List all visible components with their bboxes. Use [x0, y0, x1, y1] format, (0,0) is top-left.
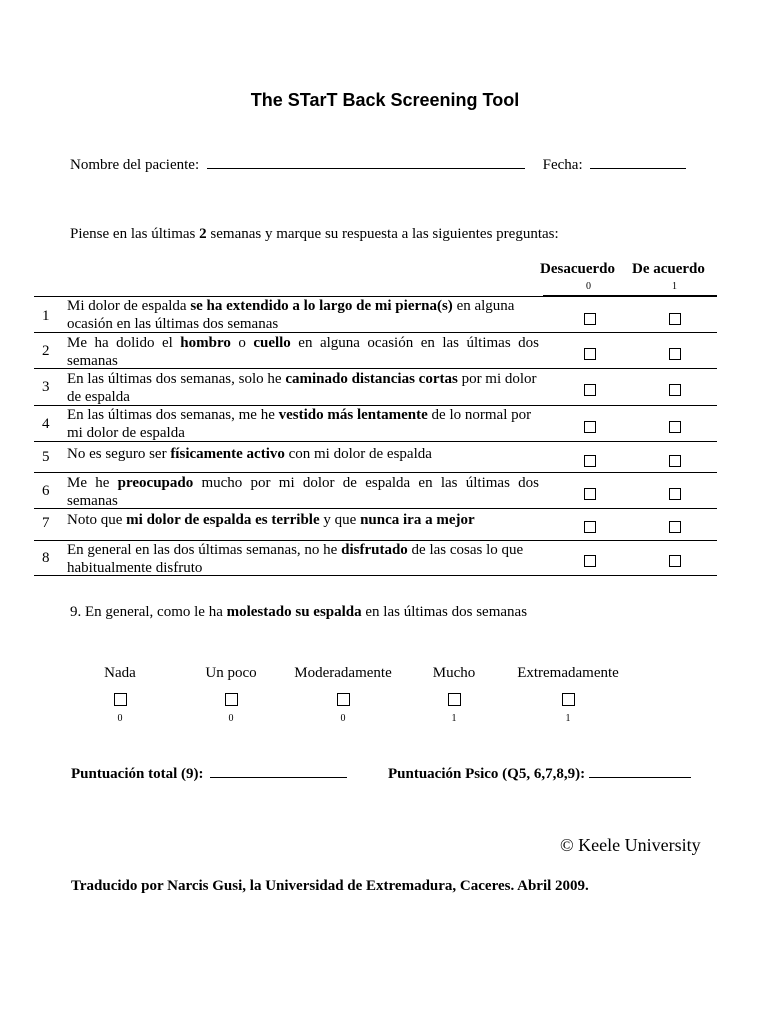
psych-score-field[interactable]: [589, 763, 691, 778]
disagree-checkbox[interactable]: [584, 421, 596, 433]
date-field[interactable]: [590, 154, 686, 169]
question-text: En las últimas dos semanas, solo he caminado distancias cortas por mi dolor de espalda: [67, 371, 537, 405]
disagree-header: Desacuerdo: [540, 261, 615, 277]
instructions: Piense en las últimas 2 semanas y marque su respuesta a las siguientes preguntas:: [70, 226, 559, 242]
psych-score-label: Puntuación Psico (Q5, 6,7,8,9):: [388, 766, 586, 782]
q9-option-score: 1: [451, 713, 457, 724]
disagree-checkbox[interactable]: [584, 488, 596, 500]
q9-option-score: 0: [117, 713, 123, 724]
q9-option-label: Extremadamente: [517, 665, 619, 681]
agree-checkbox[interactable]: [669, 555, 681, 567]
question-text: Noto que mi dolor de espalda es terrible y que nunca ira a mejor: [67, 512, 475, 528]
q9-option-label: Moderadamente: [294, 665, 392, 681]
q9-option-score: 1: [565, 713, 571, 724]
q9-option-checkbox[interactable]: [225, 693, 238, 706]
psych-score-row: [388, 763, 691, 783]
question-number: 5: [42, 449, 50, 465]
disagree-score: 0: [586, 281, 591, 292]
question-number: 6: [42, 483, 50, 499]
question-number: 7: [42, 515, 50, 531]
question-number: 4: [42, 416, 50, 432]
disagree-checkbox[interactable]: [584, 455, 596, 467]
disagree-checkbox[interactable]: [584, 521, 596, 533]
total-score-field[interactable]: [210, 763, 347, 778]
q9-option-checkbox[interactable]: [448, 693, 461, 706]
patient-info-row: [70, 154, 710, 174]
q9-option-checkbox[interactable]: [337, 693, 350, 706]
agree-header: De acuerdo: [632, 261, 705, 277]
agree-checkbox[interactable]: [669, 348, 681, 360]
question-number: 2: [42, 343, 50, 359]
copyright: © Keele University: [560, 835, 701, 855]
question-number: 8: [42, 550, 50, 566]
disagree-checkbox[interactable]: [584, 313, 596, 325]
date-label: Fecha:: [542, 157, 583, 173]
q9-option-checkbox[interactable]: [114, 693, 127, 706]
agree-checkbox[interactable]: [669, 313, 681, 325]
question-text: No es seguro ser físicamente activo con mi dolor de espalda: [67, 446, 432, 462]
total-score-row: [71, 763, 347, 783]
agree-checkbox[interactable]: [669, 488, 681, 500]
question-text: Me ha dolido el hombro o cuello en alguna ocasión en las últimas dos semanas: [67, 335, 539, 369]
patient-name-label: Nombre del paciente:: [70, 157, 200, 173]
q9-option-score: 0: [340, 713, 346, 724]
q9-option-label: Un poco: [205, 665, 257, 681]
total-score-label: Puntuación total (9):: [71, 766, 204, 782]
agree-score: 1: [672, 281, 677, 292]
question-number: 3: [42, 379, 50, 395]
disagree-checkbox[interactable]: [584, 384, 596, 396]
patient-name-field[interactable]: [207, 154, 525, 169]
q9-option-label: Nada: [104, 665, 136, 681]
agree-checkbox[interactable]: [669, 421, 681, 433]
page-title: The STarT Back Screening Tool: [250, 90, 520, 110]
agree-checkbox[interactable]: [669, 455, 681, 467]
translation-credit: Traducido por Narcis Gusi, la Universidad de Extremadura, Caceres. Abril 2009.: [71, 878, 589, 894]
question-number: 1: [42, 308, 50, 324]
agree-checkbox[interactable]: [669, 521, 681, 533]
question-text: Mi dolor de espalda se ha extendido a lo largo de mi pierna(s) en alguna ocasión en las últimas dos semanas: [67, 298, 515, 332]
q9-option-score: 0: [228, 713, 234, 724]
agree-checkbox[interactable]: [669, 384, 681, 396]
question-text: En las últimas dos semanas, me he vestido más lentamente de lo normal por mi dolor de espalda: [67, 407, 532, 441]
q9-option-checkbox[interactable]: [562, 693, 575, 706]
question-9: 9. En general, como le ha molestado su espalda en las últimas dos semanas: [70, 604, 528, 620]
disagree-checkbox[interactable]: [584, 555, 596, 567]
question-text: En general en las dos últimas semanas, no he disfrutado de las cosas lo que habitualmente disfruto: [67, 542, 524, 576]
q9-option-label: Mucho: [432, 665, 476, 681]
row-divider: [34, 472, 717, 473]
disagree-checkbox[interactable]: [584, 348, 596, 360]
question-text: Me he preocupado mucho por mi dolor de espalda en las últimas dos semanas: [67, 475, 539, 509]
